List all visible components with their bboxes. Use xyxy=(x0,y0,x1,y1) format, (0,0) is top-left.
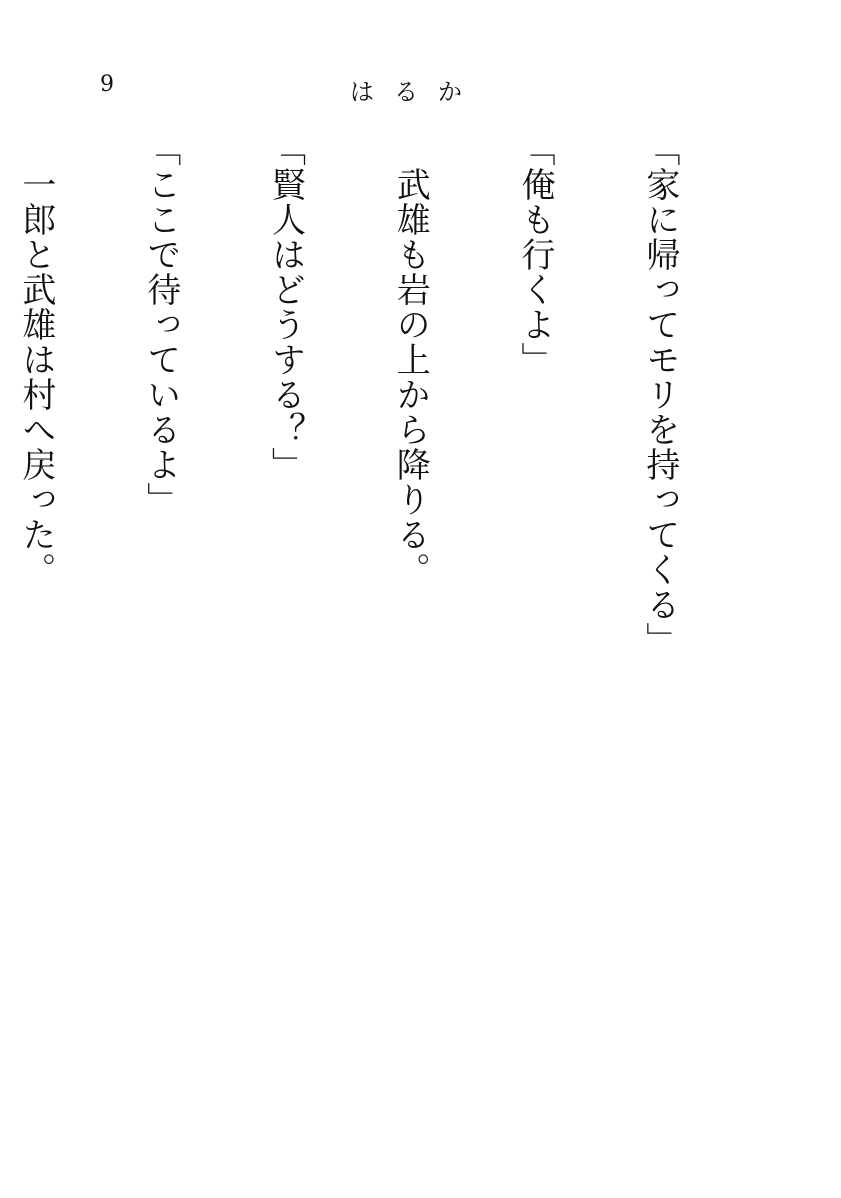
text-line: 「ここで待っているよ」 xyxy=(140,132,181,517)
text-line: 「俺も行くよ」 xyxy=(515,132,556,377)
text-line: 武雄も岩の上から降りる。 xyxy=(390,132,431,587)
page-number: 9 xyxy=(100,72,114,97)
text-line: 一郎と武雄は村へ戻った。 xyxy=(15,132,56,587)
running-title: はるか xyxy=(350,78,482,106)
text-line: 「賢人はどうする？」 xyxy=(265,132,306,482)
body-text xyxy=(15,132,763,1142)
text-line: 「家に帰ってモリを持ってくる」 xyxy=(639,132,680,657)
